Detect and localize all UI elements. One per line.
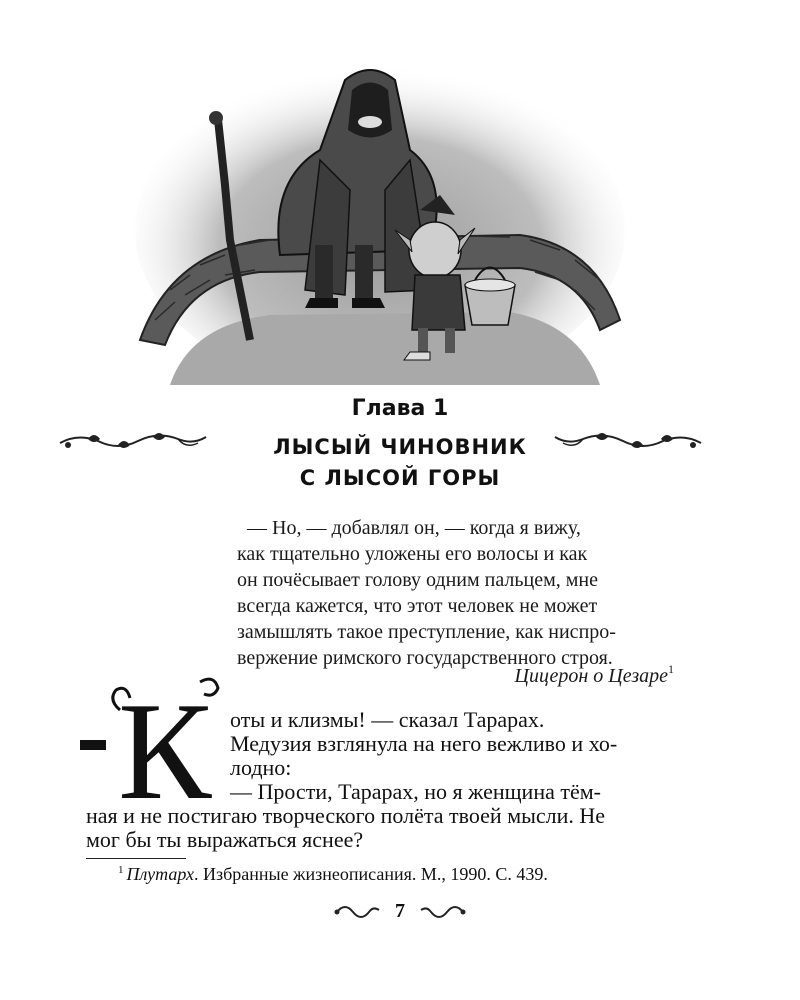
drop-cap-glyph: К — [118, 674, 212, 810]
epigraph-line: как тщательно уложены его волосы и как — [237, 543, 588, 565]
epigraph-line: он почёсывает голову одним пальцем, мне — [237, 569, 598, 591]
page-footer — [0, 900, 800, 923]
drop-cap-dash — [80, 740, 106, 750]
footnote-divider — [86, 858, 186, 859]
epigraph-source — [237, 656, 674, 689]
body-line: Медузия взглянула на него вежливо и хо- — [230, 731, 618, 756]
epigraph-line: — Но, — добавлял он, — когда я вижу, — [247, 517, 581, 539]
chapter-label: Глава 1 — [351, 396, 449, 421]
body-text-beside-cap — [230, 708, 670, 780]
courtyard-floor — [170, 312, 600, 385]
epigraph-source-text: Цицерон о Цезаре — [514, 665, 668, 687]
body-line: мог бы ты выражаться яснее? — [86, 827, 364, 852]
epigraph — [237, 515, 674, 671]
epigraph-line: вержение римского государственного строя. — [237, 647, 613, 669]
epigraph-line: всегда кажется, что этот человек не может — [237, 595, 598, 617]
chapter-title — [0, 432, 800, 494]
body-line: — Прости, Тарарах, но я женщина тём- — [230, 779, 601, 804]
footnote — [118, 864, 548, 885]
body-line: ная и не постигаю творческого полёта твоей мысли. Не — [86, 803, 606, 828]
footnote-marker: 1 — [118, 864, 124, 876]
chapter-illustration — [130, 40, 630, 385]
staff-knob — [209, 111, 223, 125]
body-line: лодно: — [230, 755, 292, 780]
epigraph-line: замышлять такое преступление, как ниспро- — [237, 621, 616, 643]
chapter-title-line-2: С ЛЫСОЙ ГОРЫ — [299, 466, 501, 490]
illustration-drawing — [130, 40, 630, 385]
footnote-citation: . Избранные жизнеописания. М., 1990. С. 439. — [193, 864, 548, 884]
footnote-author: Плутарх — [126, 864, 194, 884]
page-number: 7 — [395, 900, 405, 922]
page-number-left-ornament — [333, 902, 381, 922]
body-line: оты и клизмы! — сказал Тарарах. — [230, 707, 545, 732]
body-text — [86, 780, 670, 852]
footnote-reference: 1 — [668, 662, 674, 676]
chapter-title-line-1: ЛЫСЫЙ ЧИНОВНИК — [273, 435, 527, 459]
page-number-right-ornament — [419, 902, 467, 922]
